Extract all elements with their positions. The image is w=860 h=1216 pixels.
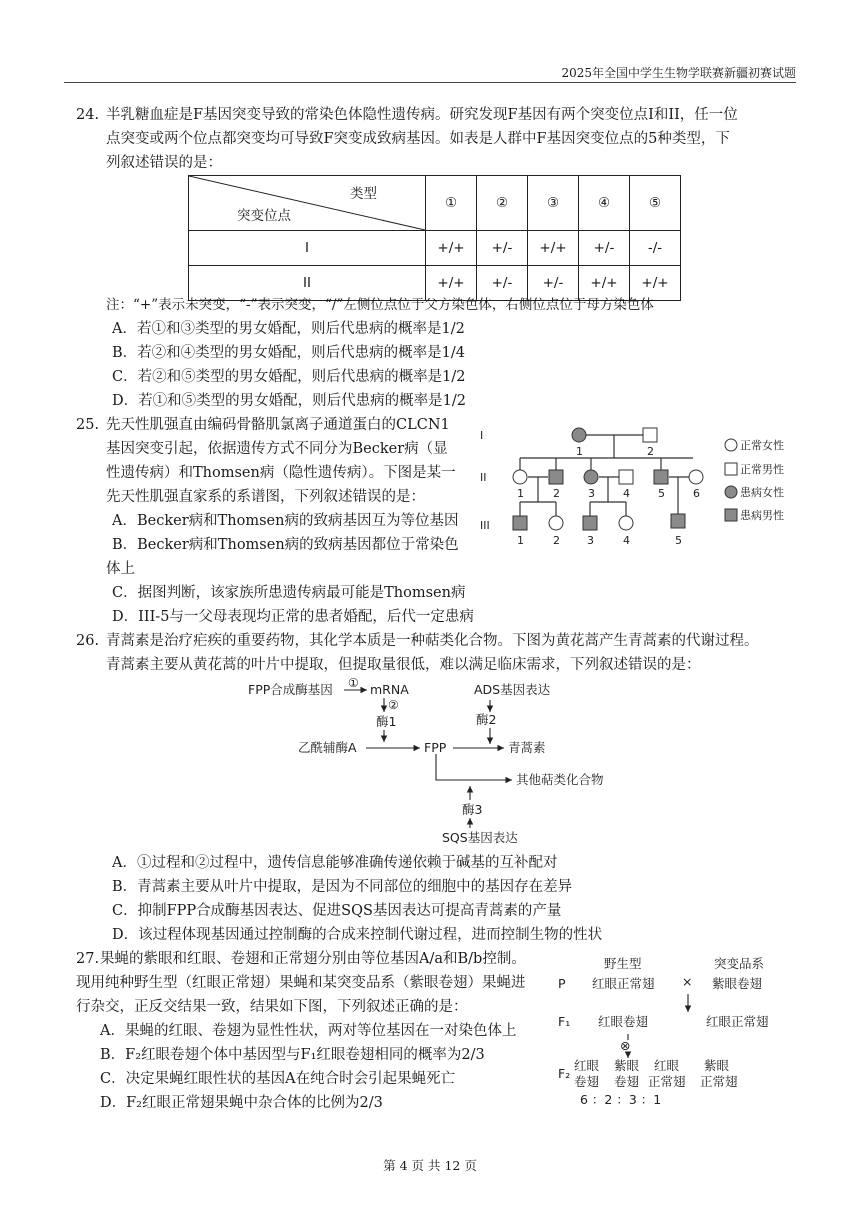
- p-left-phenotype: 红眼正常翅: [592, 976, 655, 991]
- table-row-label: I: [189, 231, 426, 266]
- pedigree-normal-female: [619, 516, 633, 530]
- q27-cross-diagram: [552, 954, 800, 1122]
- pedigree-normal-female: [549, 516, 563, 530]
- q24-option-a: A．若①和③类型的男女婚配，则后代患病的概率是1/2: [112, 321, 465, 337]
- page-header-title: 2025年全国中学生生物学联赛新疆初赛试题: [561, 66, 796, 80]
- f1-generation-label: F₁: [558, 1014, 571, 1029]
- q27-option-b: B．F₂红眼卷翅个体中基因型与F₁红眼卷翅相同的概率为2/3: [100, 1047, 485, 1063]
- q24-mutation-table-wrap: [188, 175, 681, 301]
- q25-line-1: 先天性肌强直由编码骨骼肌氯离子通道蛋白的CLCN1: [106, 417, 450, 433]
- legend-normal-female-icon: [725, 439, 737, 451]
- table-col-header: ③: [528, 176, 579, 231]
- individual-number: 1: [517, 534, 524, 547]
- pedigree-affected-male: [671, 514, 685, 528]
- page-number: 第 4 页 共 12 页: [383, 1158, 477, 1173]
- generation-label: III: [480, 519, 490, 532]
- q25-option-c: C．据图判断，该家族所患遗传病最可能是Thomsen病: [112, 585, 466, 601]
- generation-label: I: [480, 429, 484, 442]
- step-1-label: ①: [348, 676, 359, 690]
- step-2-label: ②: [388, 698, 399, 712]
- q25-option-d: D．III-5与一父母表现均正常的患者婚配，后代一定患病: [112, 609, 474, 625]
- table-corner-cell: [189, 176, 426, 231]
- table-cell: +/+: [630, 266, 681, 301]
- individual-number: 3: [588, 487, 595, 500]
- q24-line-1: 半乳糖血症是F基因突变导致的常染色体隐性遗传病。研究发现F基因有两个突变位点I和II，任一位: [106, 107, 738, 123]
- individual-number: 1: [517, 487, 524, 500]
- legend-affected-male-icon: [725, 509, 737, 521]
- legend-affected-female-icon: [725, 486, 737, 498]
- q26-option-d: D．该过程体现基因通过控制酶的合成来控制代谢过程，进而控制生物的性状: [112, 927, 603, 943]
- individual-number: 4: [623, 534, 630, 547]
- individual-number: 2: [553, 487, 560, 500]
- q26-option-c: C．抑制FPP合成酶基因表达、促进SQS基因表达可提高青蒿素的产量: [112, 903, 562, 919]
- selfing-symbol: ⊗: [620, 1038, 631, 1053]
- individual-number: 3: [587, 534, 594, 547]
- individual-number: 5: [658, 487, 665, 500]
- p-right-phenotype: 紫眼卷翅: [712, 976, 763, 991]
- legend-label: 患病男性: [740, 509, 784, 522]
- q25-line-2: 基因突变引起，依据遗传方式不同分为Becker病（显: [106, 441, 448, 457]
- other-terpenoids-label: 其他萜类化合物: [516, 772, 604, 787]
- acetyl-coa-label: 乙酰辅酶A: [298, 740, 357, 755]
- q25-option-b: B．Becker病和Thomsen病的致病基因都位于常染色: [112, 537, 459, 553]
- f2-phenotype-top: 紫眼: [704, 1058, 730, 1073]
- legend-label: 患病女性: [740, 486, 784, 499]
- legend-label: 正常男性: [740, 463, 784, 476]
- f2-phenotype-top: 紫眼: [614, 1058, 640, 1073]
- q27-option-d: D．F₂红眼正常翅果蝇中杂合体的比例为2/3: [100, 1095, 383, 1111]
- q26-option-b: B．青蒿素主要从叶片中提取，是因为不同部位的细胞中的基因存在差异: [112, 879, 573, 895]
- pedigree-affected-male: [654, 470, 668, 484]
- table-row-label: II: [189, 266, 426, 301]
- f2-phenotype-top: 红眼: [654, 1058, 680, 1073]
- f2-phenotype-bottom: 卷翅: [614, 1074, 640, 1089]
- pedigree-affected-male: [513, 516, 527, 530]
- q25-option-a: A．Becker病和Thomsen病的致病基因互为等位基因: [112, 513, 459, 529]
- f1-right-phenotype: 红眼正常翅: [706, 1014, 769, 1029]
- wild-type-label: 野生型: [604, 956, 642, 971]
- generation-label: II: [480, 471, 487, 484]
- pedigree-affected-female: [584, 470, 598, 484]
- q24-line-2: 点突变或两个位点都突变均可导致F突变成致病基因。如表是人群中F基因突变位点的5种类型，下: [106, 131, 730, 147]
- individual-number: 2: [553, 534, 560, 547]
- q24-option-d: D．若①和⑤类型的男女婚配，则后代患病的概率是1/2: [112, 393, 466, 409]
- pedigree-normal-female: [513, 470, 527, 484]
- f2-generation-label: F₂: [558, 1066, 571, 1081]
- table-cell: +/+: [426, 266, 477, 301]
- q26-line-1: 青蒿素是治疗疟疾的重要药物，其化学本质是一种萜类化合物。下图为黄花蒿产生青蒿素的代谢过程。: [106, 633, 759, 649]
- legend-label: 正常女性: [740, 439, 784, 452]
- corner-diagonal: [189, 176, 425, 230]
- q26-option-a: A．①过程和②过程中，遗传信息能够准确传递依赖于碱基的互补配对: [112, 855, 558, 871]
- q27-option-c: C．决定果蝇红眼性状的基因A在纯合时会引起果蝇死亡: [100, 1071, 456, 1087]
- table-cell: +/-: [477, 231, 528, 266]
- q26-pathway-diagram: [240, 672, 640, 848]
- enzyme-1-label: 酶1: [376, 714, 397, 729]
- q24-mutation-table: [188, 175, 681, 301]
- fpp-gene-label: FPP合成酶基因: [248, 682, 333, 697]
- table-cell: +/+: [528, 231, 579, 266]
- q27-line-2: 现用纯种野生型（红眼正常翅）果蝇和某突变品系（紫眼卷翅）果蝇进: [76, 975, 526, 991]
- q24-option-c: C．若②和⑤类型的男女婚配，则后代患病的概率是1/2: [112, 369, 466, 385]
- f2-phenotype-top: 红眼: [574, 1058, 600, 1073]
- pedigree-affected-male: [583, 516, 597, 530]
- q24-table-note: 注：“+”表示未突变，“-”表示突变，“/”左侧位点位于父方染色体，右侧位点位于母方染色体: [106, 297, 654, 313]
- q24-option-b: B．若②和④类型的男女婚配，则后代患病的概率是1/4: [112, 345, 465, 361]
- q25-pedigree-chart: [476, 418, 796, 560]
- table-cell: +/-: [579, 231, 630, 266]
- enzyme-3-label: 酶3: [462, 802, 483, 817]
- table-row: [189, 231, 681, 266]
- q24-number: 24.: [76, 107, 100, 123]
- sqs-expression-label: SQS基因表达: [442, 830, 518, 845]
- individual-number: 1: [576, 445, 583, 458]
- q27-option-a: A．果蝇的红眼、卷翅为显性性状，两对等位基因在一对染色体上: [100, 1023, 517, 1039]
- q25-line-3: 性遗传病）和Thomsen病（隐性遗传病）。下图是某一: [106, 465, 456, 481]
- f2-phenotype-bottom: 正常翅: [700, 1074, 738, 1089]
- cross-symbol: ×: [682, 974, 693, 989]
- f2-phenotype-bottom: 正常翅: [648, 1074, 686, 1089]
- arrow-fpp-to-other: [436, 754, 512, 780]
- table-col-header: ⑤: [630, 176, 681, 231]
- fpp-label: FPP: [424, 740, 447, 755]
- pedigree-normal-male: [643, 428, 657, 442]
- individual-number: 5: [675, 534, 682, 547]
- legend-normal-male-icon: [725, 463, 737, 475]
- table-col-header: ④: [579, 176, 630, 231]
- q25-line-4: 先天性肌强直家系的系谱图，下列叙述错误的是：: [106, 489, 425, 505]
- f1-left-phenotype: 红眼卷翅: [598, 1014, 649, 1029]
- header-divider: [64, 82, 796, 83]
- individual-number: 6: [693, 487, 700, 500]
- q25-option-b-cont: 体上: [106, 561, 135, 577]
- ads-expression-label: ADS基因表达: [474, 682, 551, 697]
- table-cell: +/+: [426, 231, 477, 266]
- pedigree-normal-female: [689, 470, 703, 484]
- q26-line-2: 青蒿素主要从黄花蒿的叶片中提取，但提取量很低，难以满足临床需求，下列叙述错误的是：: [106, 657, 701, 673]
- q27-line-1: 果蝇的紫眼和红眼、卷翅和正常翅分别由等位基因A/a和B/b控制。: [100, 951, 526, 967]
- table-cell: +/+: [579, 266, 630, 301]
- table-cell: +/-: [528, 266, 579, 301]
- individual-number: 2: [647, 445, 654, 458]
- pedigree-affected-male: [549, 470, 563, 484]
- artemisinin-label: 青蒿素: [508, 740, 546, 755]
- corner-top-label: 类型: [350, 186, 377, 202]
- individual-number: 4: [623, 487, 630, 500]
- corner-bottom-label: 突变位点: [237, 208, 291, 224]
- table-col-header: ②: [477, 176, 528, 231]
- q26-number: 26.: [76, 633, 100, 649]
- mrna-label: mRNA: [370, 682, 409, 697]
- q25-number: 25.: [76, 417, 100, 433]
- enzyme-2-label: 酶2: [476, 712, 497, 727]
- table-cell: -/-: [630, 231, 681, 266]
- mutant-strain-label: 突变品系: [714, 956, 765, 971]
- q24-line-3: 列叙述错误的是：: [106, 155, 222, 171]
- f2-ratio: 6 ：2 ：3 ：1: [580, 1092, 662, 1107]
- table-cell: +/-: [477, 266, 528, 301]
- q27-line-3: 行杂交，正反交结果一致，结果如下图，下列叙述正确的是：: [76, 999, 468, 1015]
- f2-phenotype-bottom: 卷翅: [574, 1074, 600, 1089]
- q27-number: 27.: [76, 951, 100, 967]
- pedigree-affected-female: [572, 428, 586, 442]
- p-generation-label: P: [558, 976, 566, 991]
- table-col-header: ①: [426, 176, 477, 231]
- pedigree-normal-male: [619, 470, 633, 484]
